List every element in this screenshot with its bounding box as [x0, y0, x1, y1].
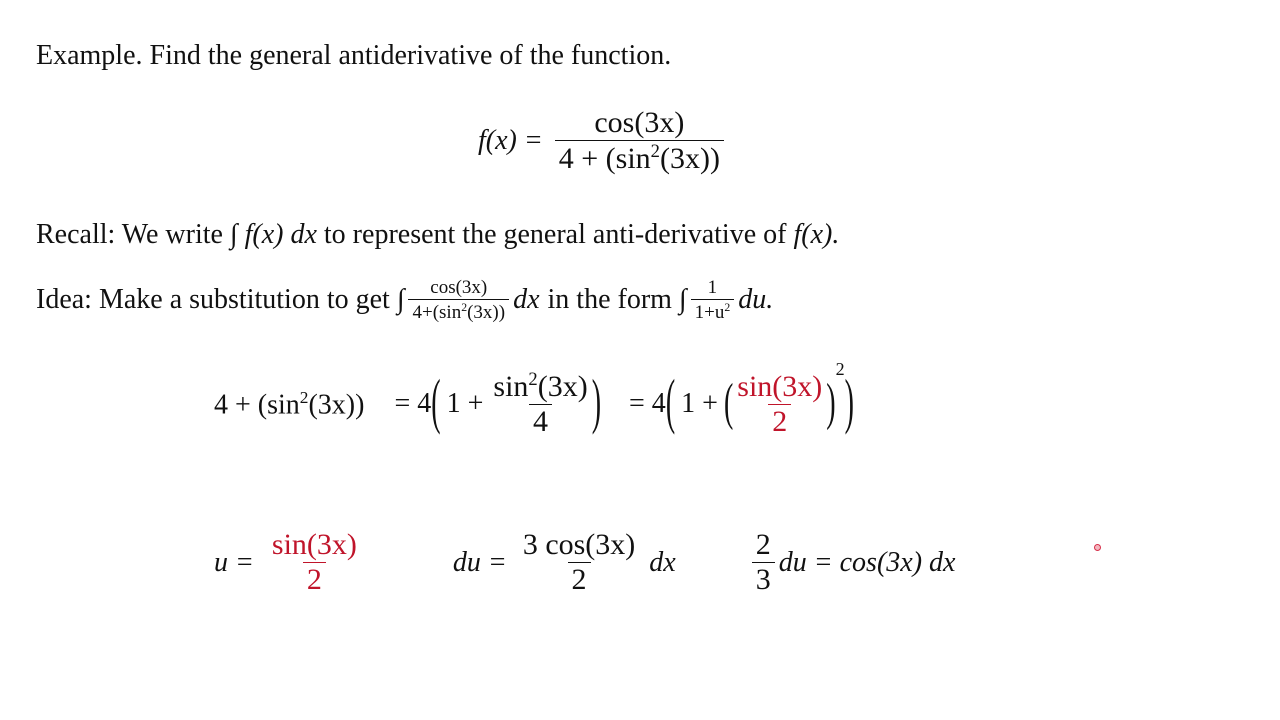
right-paren-3: ) [826, 374, 836, 432]
function-den-exponent: 2 [650, 141, 660, 162]
left-paren-2: ( [665, 368, 676, 437]
rewrite-lhs-exponent: 2 [299, 387, 309, 407]
rewrite-lhs-b: (3x)) [308, 389, 365, 421]
rewrite-eq-2: = 4 [629, 388, 666, 419]
pointer-dot [1094, 544, 1101, 551]
right-paren-2: ) [844, 368, 854, 437]
du-lhs: du = [452, 546, 507, 578]
rewrite-fraction-2-num: sin(3x) [737, 369, 823, 403]
rewrite-fraction-2-den: 2 [768, 404, 791, 437]
right-paren-1: ) [591, 368, 602, 437]
idea-line [36, 278, 773, 322]
idea-text-a: Idea: Make a substitution to get ∫ [36, 284, 405, 316]
rewrite-eq-1: = 4 [394, 388, 432, 419]
u-lhs: u = [214, 546, 254, 578]
function-fraction [555, 108, 724, 174]
left-paren-1: ( [431, 368, 441, 437]
rewrite-one-plus-2: 1 + [681, 388, 718, 419]
du-fraction-num: 3 cos(3x) [522, 528, 636, 561]
du-fraction-den: 2 [568, 562, 591, 595]
idea-fraction-1-num: cos(3x) [430, 277, 488, 298]
rewrite-fraction-2 [733, 369, 826, 438]
rewrite-num1-b: (3x) [537, 370, 588, 404]
rewrite-fraction-1-num [489, 368, 591, 404]
idea-den2-part-a: 1+u [694, 302, 725, 324]
idea-den-part-b: (3x)) [467, 302, 506, 324]
idea-fraction-1 [408, 278, 509, 322]
rewrite-lhs-a: 4 + (sin [214, 389, 300, 421]
function-den-part-a: 4 + (sin [558, 142, 651, 176]
rewrite-lhs [214, 389, 364, 419]
constant-fraction [752, 530, 775, 595]
idea-fraction-2-den [691, 299, 735, 322]
rewrite-fraction-1 [489, 368, 591, 439]
function-den-part-b: (3x)) [659, 142, 720, 176]
recall-text-c: to represent the general anti-derivative of [323, 219, 787, 250]
function-definition [478, 108, 724, 174]
rewrite-outer-exponent: 2 [835, 359, 845, 379]
recall-function: f(x). [793, 219, 840, 250]
function-denominator [555, 140, 724, 174]
u-fraction [268, 530, 361, 595]
idea-den2-exponent: 2 [724, 301, 731, 314]
idea-text-mid: in the form ∫ [547, 284, 687, 316]
idea-fraction-2-num: 1 [707, 277, 718, 298]
rewrite-fraction-1-den: 4 [529, 404, 552, 437]
constant-fraction-num: 2 [755, 528, 771, 561]
substitution-line [214, 530, 955, 595]
constant-fraction-den: 3 [752, 562, 775, 595]
rewrite-one-plus-1: 1 + [446, 388, 484, 419]
idea-fraction-1-den [408, 299, 509, 322]
idea-fraction-2 [691, 278, 735, 322]
recall-line [36, 221, 839, 249]
u-fraction-den: 2 [303, 562, 326, 595]
idea-dx: dx [513, 284, 540, 316]
function-lhs: f(x) = [478, 125, 543, 157]
rewrite-num1-a: sin [493, 370, 529, 404]
idea-den-exponent: 2 [461, 301, 468, 314]
rewrite-line [214, 359, 854, 446]
du-fraction [519, 530, 639, 595]
rewrite-num1-exponent: 2 [528, 368, 538, 390]
left-paren-3: ( [723, 374, 734, 432]
recall-text-a: Recall: We write ∫ [36, 219, 238, 250]
function-numerator: cos(3x) [594, 106, 685, 139]
example-heading: Example. Find the general antiderivative of the function. [36, 40, 672, 71]
recall-integrand: f(x) dx [244, 219, 317, 250]
idea-den-part-a: 4+(sin [412, 302, 462, 324]
du-dx: dx [649, 546, 676, 578]
u-fraction-num: sin(3x) [271, 528, 357, 561]
constant-equation-rest: du = cos(3x) dx [778, 546, 956, 578]
idea-du: du. [738, 284, 774, 316]
